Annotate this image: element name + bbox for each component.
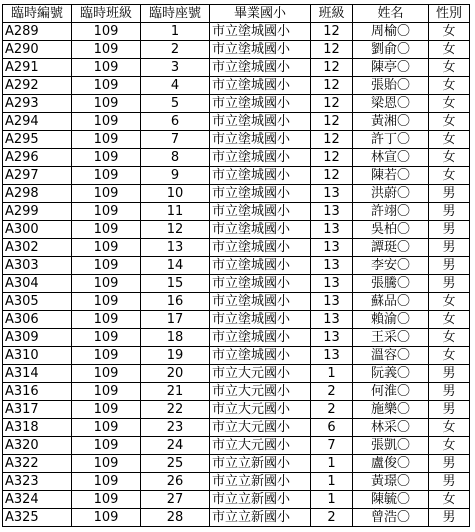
name-cell: 賴渝〇 bbox=[353, 311, 429, 329]
gender-cell: 女 bbox=[429, 131, 470, 149]
class-cell: 12 bbox=[311, 131, 353, 149]
temp-class-cell: 109 bbox=[72, 329, 141, 347]
name-cell: 黃璟〇 bbox=[353, 473, 429, 491]
school-cell: 市立塗城國小 bbox=[210, 293, 311, 311]
school-cell: 市立塗城國小 bbox=[210, 23, 311, 41]
gender-cell: 男 bbox=[429, 401, 470, 419]
temp-seat-cell: 24 bbox=[141, 437, 210, 455]
gender-cell: 女 bbox=[429, 347, 470, 365]
temp-id-cell: A292 bbox=[3, 77, 72, 95]
table-row bbox=[3, 473, 470, 491]
temp-seat-cell: 17 bbox=[141, 311, 210, 329]
class-cell: 7 bbox=[311, 437, 353, 455]
school-cell: 市立塗城國小 bbox=[210, 95, 311, 113]
temp-class-cell: 109 bbox=[72, 239, 141, 257]
name-cell: 林宣〇 bbox=[353, 149, 429, 167]
table-row bbox=[3, 167, 470, 185]
table-row bbox=[3, 329, 470, 347]
temp-id-cell: A322 bbox=[3, 455, 72, 473]
school-cell: 市立塗城國小 bbox=[210, 77, 311, 95]
class-cell: 12 bbox=[311, 95, 353, 113]
temp-id-cell: A323 bbox=[3, 473, 72, 491]
name-cell: 蘇品〇 bbox=[353, 293, 429, 311]
class-cell: 12 bbox=[311, 149, 353, 167]
temp-id-cell: A324 bbox=[3, 491, 72, 509]
table-row bbox=[3, 77, 470, 95]
temp-id-cell: A299 bbox=[3, 203, 72, 221]
school-cell: 市立塗城國小 bbox=[210, 311, 311, 329]
temp-id-cell: A306 bbox=[3, 311, 72, 329]
temp-seat-cell: 18 bbox=[141, 329, 210, 347]
table-row bbox=[3, 293, 470, 311]
temp-seat-cell: 5 bbox=[141, 95, 210, 113]
temp-class-cell: 109 bbox=[72, 275, 141, 293]
name-cell: 黃湘〇 bbox=[353, 113, 429, 131]
col-header-gender: 性別 bbox=[429, 5, 470, 23]
table-row bbox=[3, 41, 470, 59]
gender-cell: 男 bbox=[429, 221, 470, 239]
temp-seat-cell: 26 bbox=[141, 473, 210, 491]
class-cell: 13 bbox=[311, 257, 353, 275]
class-cell: 1 bbox=[311, 365, 353, 383]
class-cell: 1 bbox=[311, 473, 353, 491]
name-cell: 許翊〇 bbox=[353, 203, 429, 221]
header-row bbox=[3, 5, 470, 23]
name-cell: 譚珽〇 bbox=[353, 239, 429, 257]
temp-seat-cell: 12 bbox=[141, 221, 210, 239]
table-row bbox=[3, 257, 470, 275]
temp-class-cell: 109 bbox=[72, 437, 141, 455]
temp-class-cell: 109 bbox=[72, 59, 141, 77]
school-cell: 市立大元國小 bbox=[210, 401, 311, 419]
name-cell: 盧俊〇 bbox=[353, 455, 429, 473]
temp-seat-cell: 10 bbox=[141, 185, 210, 203]
table-row bbox=[3, 275, 470, 293]
name-cell: 陳毓〇 bbox=[353, 491, 429, 509]
gender-cell: 女 bbox=[429, 113, 470, 131]
temp-id-cell: A294 bbox=[3, 113, 72, 131]
class-cell: 2 bbox=[311, 383, 353, 401]
temp-id-cell: A309 bbox=[3, 329, 72, 347]
table-row bbox=[3, 59, 470, 77]
temp-seat-cell: 9 bbox=[141, 167, 210, 185]
name-cell: 曾浩〇 bbox=[353, 509, 429, 527]
table-row bbox=[3, 221, 470, 239]
temp-seat-cell: 27 bbox=[141, 491, 210, 509]
school-cell: 市立塗城國小 bbox=[210, 329, 311, 347]
school-cell: 市立塗城國小 bbox=[210, 185, 311, 203]
class-cell: 12 bbox=[311, 59, 353, 77]
table-row bbox=[3, 131, 470, 149]
gender-cell: 男 bbox=[429, 203, 470, 221]
name-cell: 洪蔚〇 bbox=[353, 185, 429, 203]
class-cell: 2 bbox=[311, 401, 353, 419]
class-cell: 13 bbox=[311, 203, 353, 221]
table-row bbox=[3, 401, 470, 419]
class-cell: 1 bbox=[311, 491, 353, 509]
gender-cell: 男 bbox=[429, 275, 470, 293]
gender-cell: 女 bbox=[429, 437, 470, 455]
temp-id-cell: A290 bbox=[3, 41, 72, 59]
name-cell: 張騰〇 bbox=[353, 275, 429, 293]
temp-class-cell: 109 bbox=[72, 95, 141, 113]
name-cell: 王采〇 bbox=[353, 329, 429, 347]
class-cell: 13 bbox=[311, 347, 353, 365]
table-row bbox=[3, 185, 470, 203]
temp-seat-cell: 1 bbox=[141, 23, 210, 41]
gender-cell: 男 bbox=[429, 185, 470, 203]
temp-class-cell: 109 bbox=[72, 257, 141, 275]
temp-id-cell: A300 bbox=[3, 221, 72, 239]
school-cell: 市立塗城國小 bbox=[210, 149, 311, 167]
gender-cell: 女 bbox=[429, 77, 470, 95]
school-cell: 市立立新國小 bbox=[210, 455, 311, 473]
class-cell: 13 bbox=[311, 185, 353, 203]
gender-cell: 男 bbox=[429, 455, 470, 473]
temp-class-cell: 109 bbox=[72, 167, 141, 185]
gender-cell: 女 bbox=[429, 41, 470, 59]
col-header-temp-class: 臨時班級 bbox=[72, 5, 141, 23]
temp-class-cell: 109 bbox=[72, 293, 141, 311]
temp-class-cell: 109 bbox=[72, 23, 141, 41]
gender-cell: 男 bbox=[429, 473, 470, 491]
name-cell: 施樂〇 bbox=[353, 401, 429, 419]
school-cell: 市立大元國小 bbox=[210, 383, 311, 401]
temp-class-cell: 109 bbox=[72, 149, 141, 167]
name-cell: 陳若〇 bbox=[353, 167, 429, 185]
table-row bbox=[3, 203, 470, 221]
temp-class-cell: 109 bbox=[72, 347, 141, 365]
temp-seat-cell: 25 bbox=[141, 455, 210, 473]
gender-cell: 男 bbox=[429, 509, 470, 527]
gender-cell: 女 bbox=[429, 167, 470, 185]
table-row bbox=[3, 437, 470, 455]
temp-id-cell: A298 bbox=[3, 185, 72, 203]
school-cell: 市立塗城國小 bbox=[210, 275, 311, 293]
temp-class-cell: 109 bbox=[72, 401, 141, 419]
col-header-temp-seat: 臨時座號 bbox=[141, 5, 210, 23]
gender-cell: 女 bbox=[429, 491, 470, 509]
temp-class-cell: 109 bbox=[72, 419, 141, 437]
gender-cell: 女 bbox=[429, 59, 470, 77]
temp-class-cell: 109 bbox=[72, 203, 141, 221]
gender-cell: 女 bbox=[429, 95, 470, 113]
class-cell: 1 bbox=[311, 455, 353, 473]
gender-cell: 男 bbox=[429, 383, 470, 401]
table-row bbox=[3, 95, 470, 113]
school-cell: 市立塗城國小 bbox=[210, 203, 311, 221]
temp-class-cell: 109 bbox=[72, 311, 141, 329]
col-header-elementary-school: 畢業國小 bbox=[210, 5, 311, 23]
school-cell: 市立塗城國小 bbox=[210, 131, 311, 149]
class-cell: 13 bbox=[311, 221, 353, 239]
name-cell: 許丁〇 bbox=[353, 131, 429, 149]
class-cell: 12 bbox=[311, 41, 353, 59]
table-row bbox=[3, 23, 470, 41]
temp-id-cell: A317 bbox=[3, 401, 72, 419]
table-row bbox=[3, 383, 470, 401]
name-cell: 張貽〇 bbox=[353, 77, 429, 95]
temp-seat-cell: 23 bbox=[141, 419, 210, 437]
temp-id-cell: A316 bbox=[3, 383, 72, 401]
temp-id-cell: A295 bbox=[3, 131, 72, 149]
temp-id-cell: A314 bbox=[3, 365, 72, 383]
temp-seat-cell: 3 bbox=[141, 59, 210, 77]
temp-seat-cell: 6 bbox=[141, 113, 210, 131]
temp-class-cell: 109 bbox=[72, 113, 141, 131]
class-cell: 12 bbox=[311, 167, 353, 185]
name-cell: 吳柏〇 bbox=[353, 221, 429, 239]
temp-seat-cell: 7 bbox=[141, 131, 210, 149]
class-cell: 13 bbox=[311, 311, 353, 329]
temp-id-cell: A289 bbox=[3, 23, 72, 41]
school-cell: 市立塗城國小 bbox=[210, 59, 311, 77]
gender-cell: 女 bbox=[429, 149, 470, 167]
school-cell: 市立大元國小 bbox=[210, 365, 311, 383]
school-cell: 市立大元國小 bbox=[210, 419, 311, 437]
temp-id-cell: A320 bbox=[3, 437, 72, 455]
temp-class-cell: 109 bbox=[72, 41, 141, 59]
name-cell: 溫容〇 bbox=[353, 347, 429, 365]
class-cell: 6 bbox=[311, 419, 353, 437]
temp-seat-cell: 28 bbox=[141, 509, 210, 527]
gender-cell: 女 bbox=[429, 293, 470, 311]
name-cell: 李安〇 bbox=[353, 257, 429, 275]
temp-class-cell: 109 bbox=[72, 473, 141, 491]
temp-id-cell: A318 bbox=[3, 419, 72, 437]
name-cell: 梁恩〇 bbox=[353, 95, 429, 113]
school-cell: 市立塗城國小 bbox=[210, 257, 311, 275]
gender-cell: 女 bbox=[429, 329, 470, 347]
col-header-name: 姓名 bbox=[353, 5, 429, 23]
col-header-class: 班級 bbox=[311, 5, 353, 23]
gender-cell: 男 bbox=[429, 365, 470, 383]
class-cell: 13 bbox=[311, 275, 353, 293]
school-cell: 市立塗城國小 bbox=[210, 113, 311, 131]
col-header-temp-id: 臨時編號 bbox=[3, 5, 72, 23]
school-cell: 市立立新國小 bbox=[210, 491, 311, 509]
temp-id-cell: A305 bbox=[3, 293, 72, 311]
temp-id-cell: A297 bbox=[3, 167, 72, 185]
class-cell: 13 bbox=[311, 239, 353, 257]
temp-class-cell: 109 bbox=[72, 509, 141, 527]
temp-seat-cell: 21 bbox=[141, 383, 210, 401]
table-row bbox=[3, 113, 470, 131]
table-row bbox=[3, 491, 470, 509]
temp-id-cell: A310 bbox=[3, 347, 72, 365]
temp-id-cell: A293 bbox=[3, 95, 72, 113]
school-cell: 市立大元國小 bbox=[210, 437, 311, 455]
name-cell: 陳亭〇 bbox=[353, 59, 429, 77]
class-cell: 12 bbox=[311, 113, 353, 131]
school-cell: 市立塗城國小 bbox=[210, 221, 311, 239]
temp-id-cell: A304 bbox=[3, 275, 72, 293]
temp-class-cell: 109 bbox=[72, 383, 141, 401]
table-row bbox=[3, 239, 470, 257]
table-row bbox=[3, 311, 470, 329]
temp-class-cell: 109 bbox=[72, 365, 141, 383]
temp-seat-cell: 20 bbox=[141, 365, 210, 383]
class-cell: 13 bbox=[311, 329, 353, 347]
school-cell: 市立塗城國小 bbox=[210, 167, 311, 185]
temp-seat-cell: 11 bbox=[141, 203, 210, 221]
class-cell: 12 bbox=[311, 23, 353, 41]
class-cell: 13 bbox=[311, 293, 353, 311]
temp-seat-cell: 4 bbox=[141, 77, 210, 95]
school-cell: 市立塗城國小 bbox=[210, 41, 311, 59]
school-cell: 市立立新國小 bbox=[210, 509, 311, 527]
table-row bbox=[3, 509, 470, 527]
temp-seat-cell: 14 bbox=[141, 257, 210, 275]
gender-cell: 女 bbox=[429, 311, 470, 329]
temp-seat-cell: 13 bbox=[141, 239, 210, 257]
temp-seat-cell: 16 bbox=[141, 293, 210, 311]
table-row bbox=[3, 419, 470, 437]
gender-cell: 女 bbox=[429, 23, 470, 41]
school-cell: 市立立新國小 bbox=[210, 473, 311, 491]
name-cell: 何淮〇 bbox=[353, 383, 429, 401]
temp-id-cell: A303 bbox=[3, 257, 72, 275]
temp-id-cell: A325 bbox=[3, 509, 72, 527]
temp-seat-cell: 22 bbox=[141, 401, 210, 419]
temp-class-cell: 109 bbox=[72, 221, 141, 239]
temp-id-cell: A302 bbox=[3, 239, 72, 257]
name-cell: 劉俞〇 bbox=[353, 41, 429, 59]
name-cell: 周榆〇 bbox=[353, 23, 429, 41]
table-row bbox=[3, 347, 470, 365]
temp-class-cell: 109 bbox=[72, 491, 141, 509]
class-cell: 12 bbox=[311, 77, 353, 95]
temp-id-cell: A296 bbox=[3, 149, 72, 167]
gender-cell: 男 bbox=[429, 239, 470, 257]
name-cell: 林采〇 bbox=[353, 419, 429, 437]
name-cell: 阮義〇 bbox=[353, 365, 429, 383]
school-cell: 市立塗城國小 bbox=[210, 347, 311, 365]
temp-seat-cell: 2 bbox=[141, 41, 210, 59]
table-row bbox=[3, 455, 470, 473]
class-cell: 2 bbox=[311, 509, 353, 527]
temp-class-cell: 109 bbox=[72, 185, 141, 203]
temp-class-cell: 109 bbox=[72, 455, 141, 473]
temp-class-cell: 109 bbox=[72, 77, 141, 95]
gender-cell: 男 bbox=[429, 257, 470, 275]
temp-seat-cell: 19 bbox=[141, 347, 210, 365]
temp-seat-cell: 15 bbox=[141, 275, 210, 293]
school-cell: 市立塗城國小 bbox=[210, 239, 311, 257]
name-cell: 張凱〇 bbox=[353, 437, 429, 455]
table-row bbox=[3, 149, 470, 167]
temp-class-cell: 109 bbox=[72, 131, 141, 149]
table-row bbox=[3, 365, 470, 383]
temp-id-cell: A291 bbox=[3, 59, 72, 77]
temp-seat-cell: 8 bbox=[141, 149, 210, 167]
gender-cell: 女 bbox=[429, 419, 470, 437]
student-table bbox=[2, 4, 470, 527]
